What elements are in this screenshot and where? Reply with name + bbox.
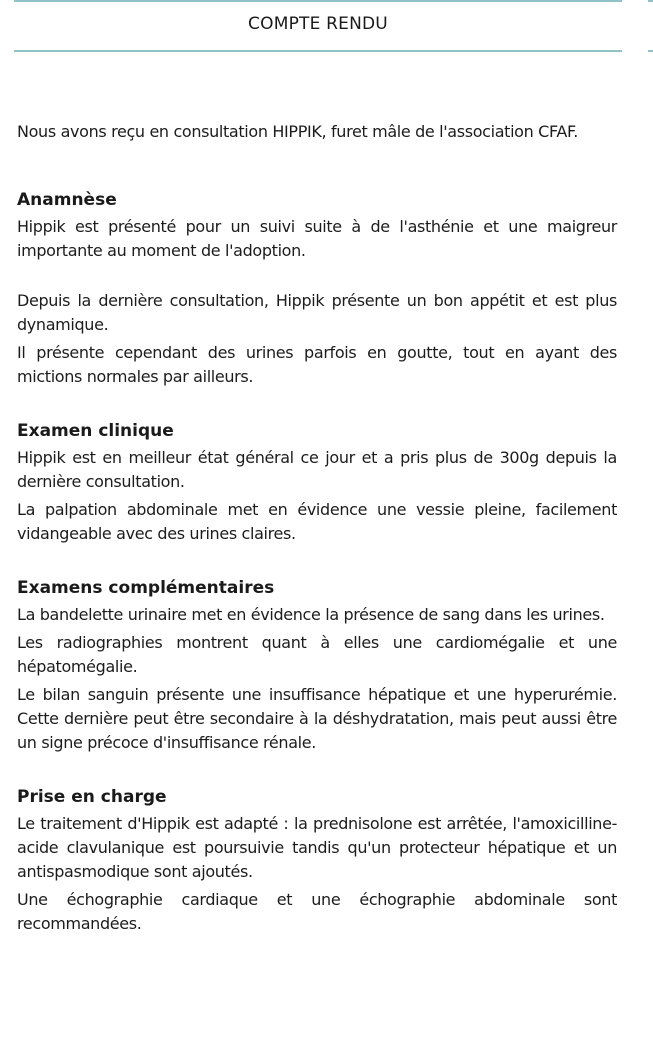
paragraph: La palpation abdominale met en évidence une vessie pleine, facilement vidangeable avec des urines claires.: [17, 500, 617, 543]
page-title: COMPTE RENDU: [248, 14, 388, 34]
section-heading: Examen clinique: [17, 421, 174, 441]
paragraph: Hippik est présenté pour un suivi suite à de l'asthénie et une maigreur importante au moment de l'adoption.: [17, 217, 617, 260]
paragraph: Le traitement d'Hippik est adapté : la prednisolone est arrêtée, l'amoxicilline-acide clavulanique est poursuivie tandis qu'un protecteur hépatique et un antispasmodique sont ajoutés.: [17, 814, 617, 881]
header-top-rule: [14, 0, 622, 2]
report-body: [17, 120, 617, 966]
paragraph: Depuis la dernière consultation, Hippik présente un bon appétit et est plus dynamique.: [17, 291, 617, 334]
section-heading: Anamnèse: [17, 190, 117, 210]
section-examen-clinique: [17, 419, 617, 546]
header-bottom-rule: [14, 50, 622, 52]
rule-edge-mark: [648, 0, 653, 2]
rule-edge-mark: [648, 50, 653, 52]
paragraph: Une échographie cardiaque et une échographie abdominale sont recommandées.: [17, 890, 617, 933]
section-examens-complementaires: [17, 576, 617, 755]
paragraph: La bandelette urinaire met en évidence la présence de sang dans les urines.: [17, 605, 605, 624]
section-anamnese: [17, 188, 617, 389]
paragraph: Il présente cependant des urines parfois en goutte, tout en ayant des mictions normales par ailleurs.: [17, 343, 617, 386]
paragraph: Hippik est en meilleur état général ce jour et a pris plus de 300g depuis la dernière consultation.: [17, 448, 617, 491]
paragraph: Le bilan sanguin présente une insuffisance hépatique et une hyperurémie. Cette dernière peut être secondaire à la déshydratation, mais peut aussi être un signe précoce d'insuffisance rénale.: [17, 685, 617, 752]
section-heading: Prise en charge: [17, 787, 167, 807]
section-heading: Examens complémentaires: [17, 578, 275, 598]
section-prise-en-charge: [17, 785, 617, 936]
paragraph: Les radiographies montrent quant à elles une cardiomégalie et une hépatomégalie.: [17, 633, 617, 676]
intro-paragraph: Nous avons reçu en consultation HIPPIK, furet mâle de l'association CFAF.: [17, 122, 578, 141]
